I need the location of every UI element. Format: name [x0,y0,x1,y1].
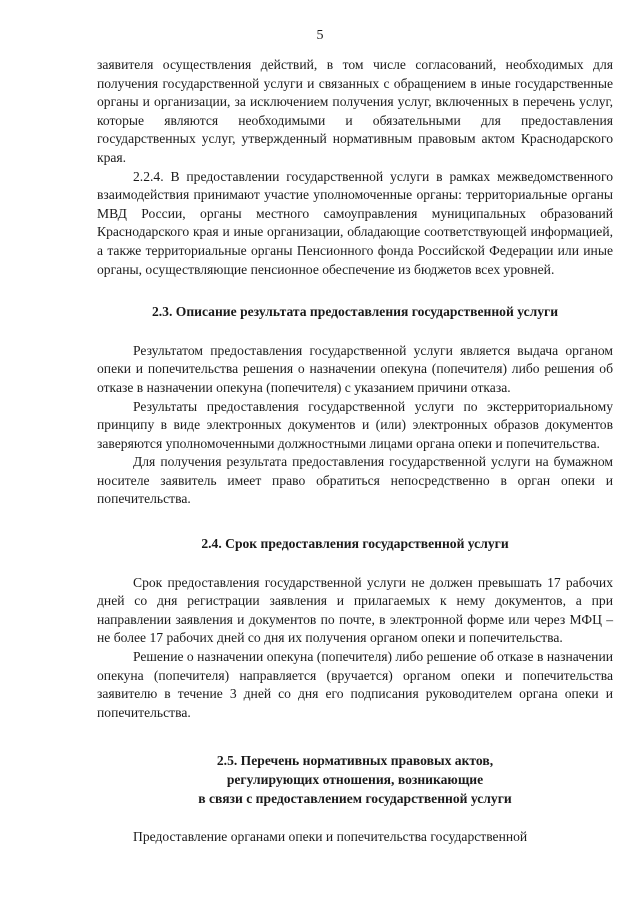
paragraph-intro: заявителя осуществления действий, в том числе согласований, необходимых для получения государственной услуги и связанных с обращением в иные государственные органы и организации, за исключением получения услуг, включенных в перечень услуг, которые являются необходимыми и обязательными для предоставления государственных услуг, утвержденный нормативным правовым актом Краснодарского края. [97,57,613,165]
paragraph-2-2-4: 2.2.4. В предоставлении государственной услуги в рамках межведомственного взаимодействия принимают участие уполномоченные органы: территориальные органы МВД России, органы местного самоуправления муниципальных образований Краснодарского края и иные организации, обладающие соответствующей информацией, а также территориальные органы Пенсионного фонда Российской Федерации или иные органы, осуществляющие пенсионное обеспечение из бюджетов всех уровней. [97,168,613,277]
section-heading-2-5-line2: регулирующих отношения, возникающие [226,772,484,787]
paragraph-2-3-3: Для получения результата предоставления государственной услуги на бумажном носителе заявитель имеет право обратиться непосредственно в орган опеки и попечительства. [97,454,613,507]
section-heading-2-3: 2.3. Описание результата предоставления государственной услуги [151,304,559,320]
section-heading-2-5 [97,752,613,808]
page-number: 5 [316,28,324,43]
document-body [97,56,613,847]
section-heading-2-5-line3: в связи с предоставлением государственной услуги [198,790,512,806]
section-heading-2-4: 2.4. Срок предоставления государственной услуги [201,536,509,552]
paragraph-2-3-2: Результаты предоставления государственной услуги по экстерриториальному принципу в виде электронных документов и (или) электронных образов документов заверяются уполномоченными должностными лицами органа опеки и попечительства. [97,398,613,451]
paragraph-2-4-1: Срок предоставления государственной услуги не должен превышать 17 рабочих дней со дня регистрации заявления и прилагаемых к нему документов, а при направлении заявления и документов по почте, в электронной форме или через МФЦ – не более 17 рабочих дней со дня их получения органом опеки и попечительства. [97,574,613,646]
paragraph-2-4-2: Решение о назначении опекуна (попечителя) либо решение об отказе в назначении опекуна (попечителя) направляется (вручается) органом опеки и попечительства заявителю в течение 3 дней со дня его подписания руководителем органа опеки и попечительства. [97,649,613,720]
paragraph-2-3-1: Результатом предоставления государственной услуги является выдача органом опеки и попечительства решения о назначении опекуна (попечителя) либо решения об отказе в назначении опекуна (попечителя) с указанием причини отказа. [97,342,613,395]
paragraph-2-5-1: Предоставление органами опеки и попечительства государственной [133,829,528,845]
section-heading-2-5-line1: 2.5. Перечень нормативных правовых актов, [216,753,494,769]
